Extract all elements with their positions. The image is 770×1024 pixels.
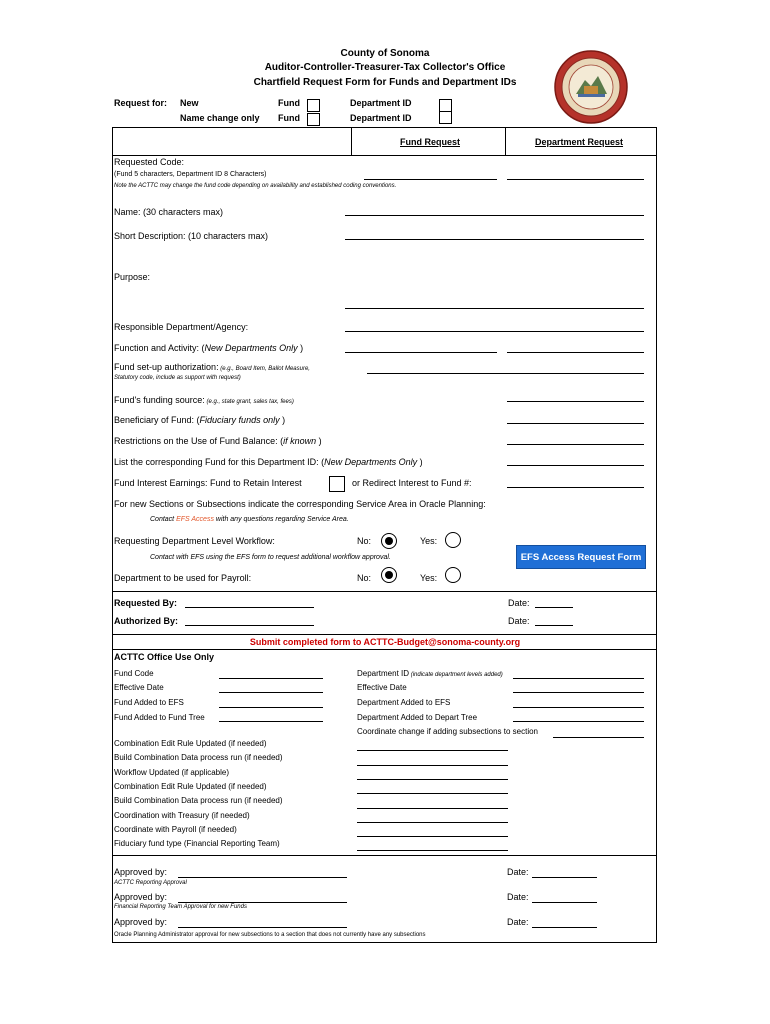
checklist-line[interactable] [357, 808, 508, 809]
payroll-yes-label: Yes: [420, 573, 438, 583]
payroll-no-label: No: [357, 573, 372, 583]
section-divider-2 [112, 634, 657, 635]
func-activity-dept-line[interactable] [507, 352, 644, 353]
fund-request-header: Fund Request [400, 137, 460, 147]
approval-note: Financial Reporting Team Approval for new Funds [114, 904, 247, 910]
checklist-item: Coordinate with Payroll (if needed) [114, 825, 237, 834]
approval-date-label: Date: [507, 917, 529, 927]
request-name-change-label: Name change only [180, 113, 260, 123]
workflow-no-label: No: [357, 536, 372, 546]
beneficiary-label: Beneficiary of Fund: (Fiduciary funds only ) [114, 415, 286, 425]
form-divider [112, 127, 657, 128]
fund-name-change-checkbox[interactable] [307, 113, 320, 126]
workflow-note: Contact with EFS using the EFS form to request additional workflow approval. [150, 554, 391, 561]
approval-date-label: Date: [507, 867, 529, 877]
office-coordinate-label: Coordinate change if adding subsections to section [357, 727, 539, 736]
checklist-line[interactable] [357, 779, 508, 780]
form-right-border [656, 127, 657, 942]
restrictions-line[interactable] [507, 444, 644, 445]
approval-date-label: Date: [507, 892, 529, 902]
purpose-label: Purpose: [114, 272, 151, 282]
fund-new-label: Fund [278, 98, 300, 108]
fund-setup-label: Fund set-up authorization: (e.g., Board Item, Ballot Measure, [114, 362, 310, 372]
header-office: Auditor-Controller-Treasurer-Tax Collector's Office [264, 62, 506, 73]
checklist-line[interactable] [357, 793, 508, 794]
col-header-bottom [112, 155, 657, 156]
office-effective-date-label: Effective Date [114, 683, 164, 692]
requested-code-note2: Note the ACTTC may change the fund code depending on availability and established coding conventions. [114, 183, 397, 189]
checklist-line[interactable] [357, 836, 508, 837]
requested-date-line[interactable] [535, 607, 573, 608]
requested-date-label: Date: [508, 598, 530, 608]
checklist-item: Build Combination Data process run (if needed) [114, 753, 283, 762]
section-divider-1 [112, 591, 657, 592]
requested-code-label: Requested Code: [114, 157, 185, 167]
approval-line[interactable] [178, 927, 347, 928]
workflow-label: Requesting Department Level Workflow: [114, 536, 275, 546]
redirect-interest-label: or Redirect Interest to Fund #: [352, 478, 472, 488]
new-sections-label: For new Sections or Subsections indicate the corresponding Service Area in Oracle Planning: [114, 499, 486, 509]
office-fund-added-efs-label: Fund Added to EFS [114, 698, 184, 707]
contact-efs-note: Contact EFS Access with any questions regarding Service Area. [150, 516, 349, 523]
requested-code-fund-line[interactable] [364, 179, 497, 180]
funding-source-line[interactable] [507, 401, 644, 402]
submit-instructions: Submit completed form to ACTTC-Budget@sonoma-county.org [249, 637, 521, 647]
col-divider-1 [351, 127, 352, 155]
fund-setup-line[interactable] [367, 373, 644, 374]
checklist-line[interactable] [357, 750, 508, 751]
office-use-title: ACTTC Office Use Only [114, 652, 215, 662]
short-desc-label: Short Description: (10 characters max) [114, 231, 269, 241]
requested-code-note1: (Fund 5 characters, Department ID 8 Characters) [114, 171, 267, 178]
office-dept-eff-date-label: Effective Date [357, 683, 407, 692]
retain-interest-checkbox[interactable] [329, 476, 345, 492]
name-label: Name: (30 characters max) [114, 207, 224, 217]
office-dept-efs-line[interactable] [513, 707, 644, 708]
payroll-no-radio[interactable] [381, 567, 397, 583]
office-dept-tree-line[interactable] [513, 721, 644, 722]
authorized-by-label: Authorized By: [114, 616, 178, 626]
workflow-yes-label: Yes: [420, 536, 438, 546]
office-fund-code-label: Fund Code [114, 669, 154, 678]
corr-fund-label: List the corresponding Fund for this Department ID: (New Departments Only ) [114, 457, 423, 467]
efs-access-request-button[interactable]: EFS Access Request Form [516, 545, 646, 569]
office-fund-code-line[interactable] [219, 678, 323, 679]
func-activity-fund-line[interactable] [345, 352, 497, 353]
authorized-date-line[interactable] [535, 625, 573, 626]
checklist-line[interactable] [357, 850, 508, 851]
approval-note: ACTTC Reporting Approval [114, 880, 187, 886]
office-fund-tree-line[interactable] [219, 721, 323, 722]
name-line[interactable] [345, 215, 644, 216]
approval-date-line[interactable] [532, 877, 597, 878]
approval-line[interactable] [178, 877, 347, 878]
workflow-no-radio[interactable] [381, 533, 397, 549]
resp-dept-label: Responsible Department/Agency: [114, 322, 249, 332]
office-dept-id-label: Department ID (indicate department levels added) [357, 669, 503, 678]
authorized-by-line[interactable] [185, 625, 314, 626]
short-desc-line[interactable] [345, 239, 644, 240]
section-divider-3 [112, 649, 657, 650]
header-county: County of Sonoma [340, 48, 430, 59]
office-effective-date-line[interactable] [219, 692, 323, 693]
dept-name-change-label: Department ID [350, 113, 412, 123]
approval-note: Oracle Planning Administrator approval for new subsections to a section that does not currently have any subsections [114, 932, 426, 938]
checklist-item: Fiduciary fund type (Financial Reporting Team) [114, 839, 280, 848]
form-bottom-border [112, 942, 657, 943]
beneficiary-line[interactable] [507, 423, 644, 424]
approval-label: Approved by: [114, 892, 168, 902]
redirect-interest-line[interactable] [507, 487, 644, 488]
func-activity-label: Function and Activity: (New Departments Only ) [114, 343, 304, 353]
dept-new-label: Department ID [350, 98, 412, 108]
county-seal-icon [552, 50, 630, 125]
efs-access-link[interactable]: EFS Access [176, 516, 214, 523]
approval-date-line[interactable] [532, 927, 597, 928]
payroll-yes-radio[interactable] [445, 567, 461, 583]
requested-by-label: Requested By: [114, 598, 178, 608]
workflow-yes-radio[interactable] [445, 532, 461, 548]
authorized-date-label: Date: [508, 616, 530, 626]
section-divider-4 [112, 855, 657, 856]
fund-new-checkbox[interactable] [307, 99, 320, 112]
office-fund-tree-label: Fund Added to Fund Tree [114, 713, 205, 722]
requested-code-dept-line[interactable] [507, 179, 644, 180]
checklist-item: Combination Edit Rule Updated (if needed) [114, 782, 267, 791]
checklist-item: Combination Edit Rule Updated (if needed) [114, 739, 267, 748]
office-dept-id-line[interactable] [513, 678, 644, 679]
office-dept-efs-label: Department Added to EFS [357, 698, 451, 707]
purpose-line[interactable] [345, 308, 644, 309]
funding-source-label: Fund's funding source: (e.g., state grant, sales tax, fees) [114, 395, 294, 405]
restrictions-label: Restrictions on the Use of Fund Balance: (if known ) [114, 436, 322, 446]
office-dept-eff-date-line[interactable] [513, 692, 644, 693]
resp-dept-line[interactable] [345, 331, 644, 332]
requested-by-line[interactable] [185, 607, 314, 608]
request-for-label: Request for: [114, 98, 168, 108]
office-dept-tree-label: Department Added to Depart Tree [357, 713, 478, 722]
header-form-title: Chartfield Request Form for Funds and Department IDs [253, 77, 517, 88]
col-divider-2 [505, 127, 506, 155]
checklist-item: Build Combination Data process run (if needed) [114, 796, 283, 805]
dept-name-change-checkbox[interactable] [439, 111, 452, 124]
form-left-border [112, 127, 113, 942]
approval-label: Approved by: [114, 917, 168, 927]
fund-setup-note2: Statutory code, include as support with request) [114, 375, 241, 381]
approval-line[interactable] [178, 902, 347, 903]
office-coordinate-line[interactable] [553, 737, 644, 738]
fund-name-change-label: Fund [278, 113, 300, 123]
corr-fund-line[interactable] [507, 465, 644, 466]
interest-label: Fund Interest Earnings: Fund to Retain Interest [114, 478, 302, 488]
checklist-line[interactable] [357, 822, 508, 823]
approval-label: Approved by: [114, 867, 168, 877]
payroll-label: Department to be used for Payroll: [114, 573, 252, 583]
department-request-header: Department Request [535, 137, 624, 147]
office-fund-added-efs-line[interactable] [219, 707, 323, 708]
checklist-item: Coordination with Treasury (if needed) [114, 811, 250, 820]
request-new-label: New [180, 98, 199, 108]
approval-date-line[interactable] [532, 902, 597, 903]
checklist-item: Workflow Updated (if applicable) [114, 768, 230, 777]
checklist-line[interactable] [357, 765, 508, 766]
